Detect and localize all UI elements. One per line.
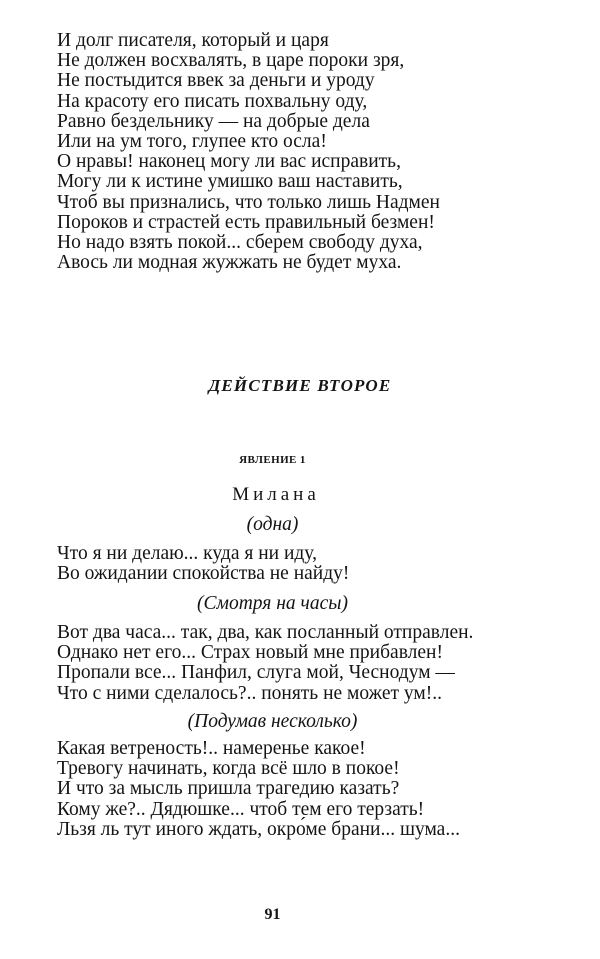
verse-line: Что я ни делаю... куда я ни иду, (57, 543, 317, 564)
verse-line: Могу ли к истине умишко ваш наставить, (57, 171, 403, 193)
verse-line: Кому же?.. Дядюшке... чтоб тем его терзать! (57, 798, 425, 820)
character-name: Милана (232, 484, 320, 505)
verse-line: Чтоб вы признались, что только лишь Надмен (57, 191, 440, 213)
act-title: ДЕЙСТВИЕ ВТОРОЕ (208, 376, 392, 395)
top-stanza (57, 31, 557, 273)
verse-line: Во ожидании спокойства не найду! (57, 563, 350, 585)
verse-line: Льзя ль тут иного ждать, окро́ме брани... шума... (57, 818, 460, 840)
scene-title: ЯВЛЕНИЕ 1 (239, 454, 306, 466)
verse-line: Но надо взять покой... сберем свободу духа, (57, 232, 423, 254)
stage-direction: (одна) (246, 514, 299, 535)
verse-line: И что за мысль пришла трагедию казать? (57, 778, 400, 800)
verse-line: О нравы! наконец могу ли вас исправить, (57, 151, 401, 173)
verse-line: И долг писателя, который и царя (57, 30, 329, 51)
verse-line: Авось ли модная жужжать не будет муха. (57, 252, 402, 274)
stanza-3 (57, 623, 557, 704)
stanza-4 (57, 739, 557, 840)
verse-line: Не постыдится ввек за деньги и уроду (57, 70, 375, 92)
stanza-2 (57, 544, 557, 584)
verse-line: Вот два часа... так, два, как посланный отправлен. (57, 622, 474, 643)
verse-line: На красоту его писать похвальну оду, (57, 90, 368, 112)
verse-line: Какая ветреность!.. намеренье какое! (57, 738, 366, 759)
page-number: 91 (264, 906, 281, 923)
stage-direction: (Подумав несколько) (187, 711, 358, 732)
verse-line: Не должен восхвалять, в царе пороки зря, (57, 50, 405, 72)
verse-line: Однако нет его... Страх новый мне прибавлен! (57, 642, 443, 664)
verse-line: Равно бездельнику — на добрые дела (57, 110, 370, 132)
verse-line: Пропали все... Панфил, слуга мой, Чеснодум — (57, 662, 455, 684)
verse-line: Или на ум того, глупее кто осла! (57, 131, 327, 153)
verse-line: Что с ними сделалось?.. понять не может ум!.. (57, 682, 442, 704)
verse-line: Тревогу начинать, когда всё шло в покое! (57, 758, 400, 780)
verse-line: Пороков и страстей есть правильный безмен! (57, 211, 435, 233)
stage-direction: (Смотря на часы) (197, 593, 348, 614)
